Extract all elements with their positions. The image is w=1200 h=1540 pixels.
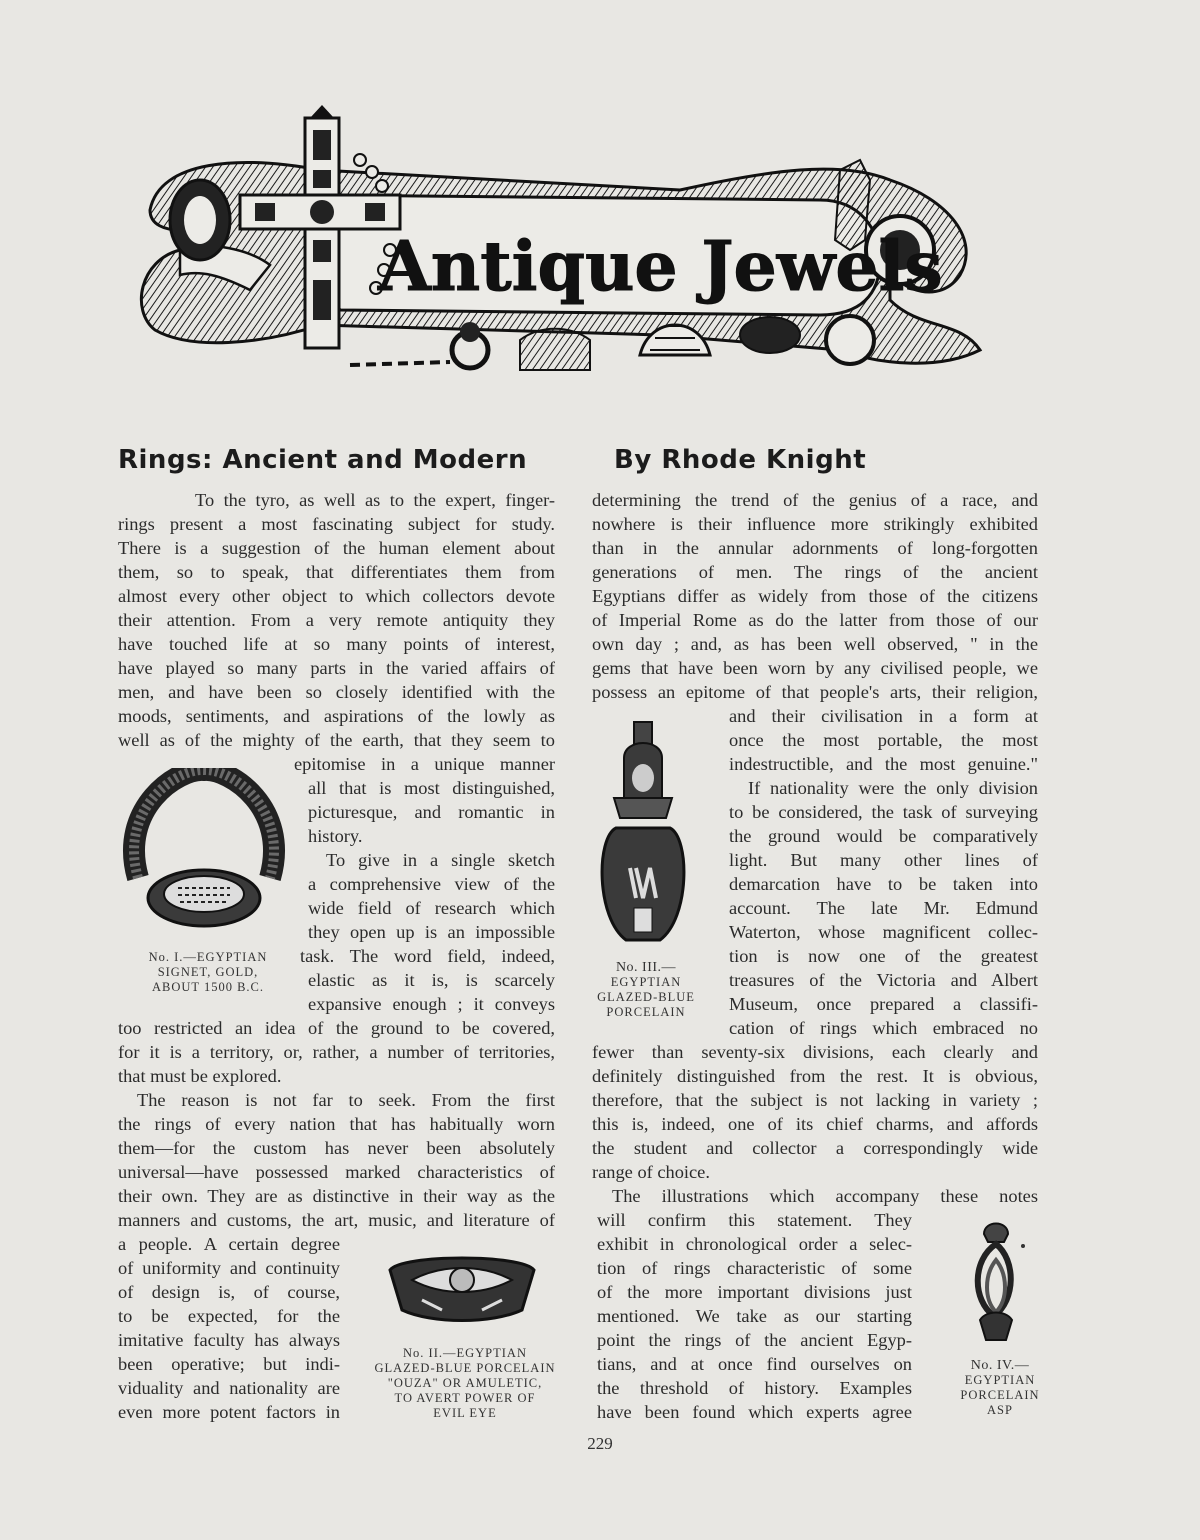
text-line: cation of rings which embraced no — [729, 1018, 1038, 1038]
caption-line: ASP — [987, 1403, 1013, 1417]
text-line: possess an epitome of that people's arts, their religion, — [592, 682, 1038, 702]
text-line: wide field of research which — [308, 898, 555, 918]
figure-4-asp-ring — [966, 1220, 1026, 1348]
text-line: Egyptians differ as widely from those of the citizens — [592, 586, 1038, 606]
text-line: exhibit in chronological order a selec- — [597, 1234, 912, 1254]
text-line: expansive enough ; it conveys — [308, 994, 555, 1014]
text-line: they open up is an impossible — [308, 922, 555, 942]
text-line: point the rings of the ancient Egyp- — [597, 1330, 912, 1350]
caption-line: No. I.—EGYPTIAN — [148, 950, 268, 964]
text-line: have touched life at so many points of interest, — [118, 634, 555, 654]
text-line: been operative; but indi- — [118, 1354, 340, 1374]
article-author: By Rhode Knight — [614, 445, 867, 475]
text-line: history. — [308, 826, 363, 846]
text-line: a people. A certain degree — [118, 1234, 340, 1254]
text-line: the threshold of history. Examples — [597, 1378, 912, 1398]
text-line: There is a suggestion of the human element about — [118, 538, 555, 558]
text-line: definitely distinguished from the rest. It is obvious, — [592, 1066, 1038, 1086]
text-line: tians, and at once find ourselves on — [597, 1354, 912, 1374]
figure-3-caption — [588, 960, 704, 1020]
text-line: all that is most distinguished, — [308, 778, 555, 798]
text-line: for it is a territory, or, rather, a number of territories, — [118, 1042, 555, 1062]
caption-line: SIGNET, GOLD, — [157, 965, 259, 979]
caption-line: "OUZA" OR AMULETIC, — [387, 1376, 543, 1390]
article-title: Rings: Ancient and Modern — [118, 445, 528, 475]
text-line: of design is, of course, — [118, 1282, 340, 1302]
text-line: them, so to speak, that differentiates them from — [118, 562, 555, 582]
caption-line: ABOUT 1500 B.C. — [151, 980, 264, 994]
text-line: epitomise in a unique manner — [294, 754, 555, 774]
text-line: treasures of the Victoria and Albert — [729, 970, 1038, 990]
caption-line: EGYPTIAN — [610, 975, 682, 989]
text-line: too restricted an idea of the ground to be covered, — [118, 1018, 555, 1038]
text-line: of Imperial Rome as do the latter from those of our — [592, 610, 1038, 630]
caption-line: PORCELAIN — [606, 1005, 686, 1019]
text-line: their own. They are as distinctive in their way as the — [118, 1186, 555, 1206]
text-line: light. But many other lines of — [729, 850, 1038, 870]
text-line: to be expected, for the — [118, 1306, 340, 1326]
text-line: have been found which experts agree — [597, 1402, 912, 1422]
text-line: their attention. From a very remote antiquity they — [118, 610, 555, 630]
caption-line: EVIL EYE — [433, 1406, 497, 1420]
text-line: indestructible, and the most genuine." — [729, 754, 1038, 774]
text-line: range of choice. — [592, 1162, 710, 1182]
text-line: To give in a single sketch — [326, 850, 555, 870]
caption-line: No. II.—EGYPTIAN — [403, 1346, 527, 1360]
figure-3-sphinx-ring — [596, 718, 690, 950]
text-line: determining the trend of the genius of a race, and — [592, 490, 1038, 510]
figure-4-caption — [940, 1358, 1060, 1418]
caption-line: No. III.— — [615, 960, 677, 975]
text-line: that must be explored. — [118, 1066, 282, 1086]
text-line: imitative faculty has always — [118, 1330, 340, 1350]
figure-2-eye-ring — [382, 1250, 542, 1330]
figure-2-caption — [362, 1346, 568, 1421]
text-line: fewer than seventy-six divisions, each clearly and — [592, 1042, 1038, 1062]
text-line: mentioned. We take as our starting — [597, 1306, 912, 1326]
text-line: this is, indeed, one of its chief charms, and affords — [592, 1114, 1038, 1134]
text-line: of uniformity and continuity — [118, 1258, 340, 1278]
caption-line: PORCELAIN — [960, 1388, 1040, 1402]
text-line: If nationality were the only division — [748, 778, 1038, 798]
caption-line: GLAZED-BLUE PORCELAIN — [374, 1361, 556, 1375]
text-line: elastic as it is, is scarcely — [308, 970, 555, 990]
text-line: demarcation have to be taken into — [729, 874, 1038, 894]
text-line: the student and collector a correspondingly wide — [592, 1138, 1038, 1158]
text-line: them—for the custom has never been absolutely — [118, 1138, 555, 1158]
text-line: tion is now one of the greatest — [729, 946, 1038, 966]
text-line: The illustrations which accompany these notes — [612, 1186, 1038, 1206]
text-line: moods, sentiments, and aspirations of the lowly as — [118, 706, 555, 726]
text-line: nowhere is their influence more strikingly exhibited — [592, 514, 1038, 534]
figure-1-caption — [118, 950, 298, 995]
text-line: once the most portable, the most — [729, 730, 1038, 750]
figure-1-signet-ring — [118, 768, 290, 938]
text-line: rings present a most fascinating subject for study. — [118, 514, 555, 534]
caption-line: EGYPTIAN — [964, 1373, 1036, 1387]
text-line: men, and have been so closely identified with the — [118, 682, 555, 702]
text-line: account. The late Mr. Edmund — [729, 898, 1038, 918]
text-line: to be considered, the task of surveying — [729, 802, 1038, 822]
text-line: of the more important divisions just — [597, 1282, 912, 1302]
text-line: the ground would be comparatively — [729, 826, 1038, 846]
text-line: tion of rings characteristic of some — [597, 1258, 912, 1278]
caption-line: TO AVERT POWER OF — [394, 1391, 536, 1405]
page-number: 229 — [587, 1434, 613, 1453]
text-line: Museum, once prepared a classifi- — [729, 994, 1038, 1014]
text-line: a comprehensive view of the — [308, 874, 555, 894]
text-line: therefore, that the subject is not lacking in variety ; — [592, 1090, 1038, 1110]
text-line: and their civilisation in a form at — [729, 706, 1038, 726]
text-line: will confirm this statement. They — [597, 1210, 912, 1230]
text-line: task. The word field, indeed, — [300, 946, 555, 966]
text-line: picturesque, and romantic in — [308, 802, 555, 822]
text-line: own day ; and, as has been well observed, " in the — [592, 634, 1038, 654]
text-line: generations of men. The rings of the ancient — [592, 562, 1038, 582]
text-line: To the tyro, as well as to the expert, finger- — [195, 490, 555, 510]
text-line: the rings of every nation that has habitually worn — [118, 1114, 555, 1134]
text-line: The reason is not far to seek. From the first — [137, 1090, 555, 1110]
antique-jewels-banner — [120, 100, 1000, 400]
text-line: gems that have been worn by any civilised people, we — [592, 658, 1038, 678]
text-line: than in the annular adornments of long-forgotten — [592, 538, 1038, 558]
text-line: even more potent factors in — [118, 1402, 340, 1422]
banner-title: Antique Jewels — [378, 227, 943, 307]
text-line: manners and customs, the art, music, and literature of — [118, 1210, 555, 1230]
text-line: well as of the mighty of the earth, that they seem to — [118, 730, 555, 750]
text-line: have played so many parts in the varied affairs of — [118, 658, 555, 678]
text-line: almost every other object to which collectors devote — [118, 586, 555, 606]
caption-line: GLAZED-BLUE — [597, 990, 695, 1004]
text-line: Waterton, whose magnificent collec- — [729, 922, 1038, 942]
text-line: viduality and nationality are — [118, 1378, 340, 1398]
text-line: universal—have possessed marked characteristics of — [118, 1162, 555, 1182]
caption-line: No. IV.— — [970, 1358, 1030, 1373]
